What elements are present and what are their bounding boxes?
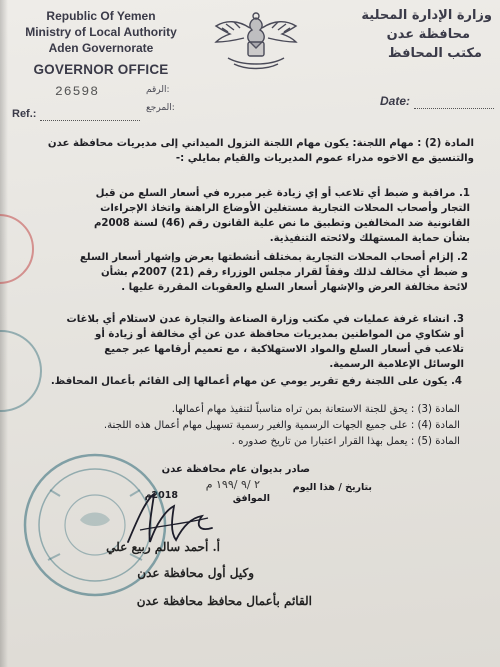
header-en-line1: Republic Of Yemen (46, 9, 156, 23)
header-ar-line3: مكتب المحافظ (388, 46, 482, 61)
ref-label: Ref.: (12, 108, 37, 120)
number-label-ar: الرقم: (146, 85, 170, 95)
header-en-line2: Ministry of Local Authority (25, 25, 177, 39)
item3-line2: أو شكاوي من المواطنين بمديريات محافظة عدن عن أي مخالفة أو زيادة أو (95, 329, 464, 340)
yemen-eagle-emblem-icon (208, 8, 304, 74)
header-en (16, 8, 186, 78)
article2-intro (34, 136, 474, 166)
header-en-office: GOVERNOR OFFICE (33, 62, 169, 77)
header-ar (361, 6, 492, 63)
signatory-title1: وكيل أول محافظة عدن (137, 566, 254, 580)
item1-line2: التجار وأصحاب المحلات التجارية مستغلين الأوضاع الراهنة واتخاذ الإجراءات (100, 203, 470, 214)
header-ar-line2: محافظة عدن (386, 27, 470, 42)
date-dotline (414, 108, 494, 109)
article2-intro-line1: المادة (2) : مهام اللجنة: يكون مهام اللجنة النزول الميداني إلى مديريات محافظة عدن (47, 138, 474, 149)
article2-item3 (34, 312, 464, 372)
issued-line1: صادر بديوان عام محافظة عدن (161, 464, 310, 475)
article2-item4: 4. يكون على اللجنة رفع تقرير يومي عن مهام أعمالها إلى القائم بأعمال المحافظ. (50, 376, 462, 387)
issued-day-label: بتاريخ / هذا اليوم (292, 482, 372, 493)
article2-item1 (40, 186, 470, 246)
item3-line3: تلاعب في أسعار السلع والمواد الاستهلاكية ، مع تعميم أرقامها عبر جميع (104, 344, 464, 355)
item3-line4: الوسائل الإعلامية الرسمية. (329, 359, 464, 370)
article4: المادة (4) : على جميع الجهات الرسمية والغير رسمية تسهيل مهام أعمال هذه اللجنة. (103, 420, 460, 431)
item2-line2: و ضبط أي مخالف لذلك وفقاً لقرار مجلس الوزراء رقم (21) 2007م بشأن (100, 267, 468, 278)
article3: المادة (3) : يحق للجنة الاستعانة بمن تراه مناسباً لتنفيذ مهام أعمالها. (171, 404, 460, 415)
item2-line1: 2. إلزام أصحاب المحلات التجارية بمختلف أنشطتها بعرض وإشهار أسعار السلع (79, 252, 468, 263)
ref-label-ar: المرجع: (146, 103, 175, 113)
ref-dotline (40, 120, 140, 121)
article2-intro-line2: والتنسيق مع الاخوه مدراء عموم المديريات والقيام بمايلي :- (175, 153, 474, 164)
header-ar-line1: وزارة الإدارة المحلية (361, 8, 492, 23)
issued-year: 2018م (144, 490, 178, 501)
item1-line1: 1. مراقبة و ضبط أي تلاعب أو إي زيادة غير مبرره في أسعار السلع من قبل (95, 188, 470, 199)
issued-hijri-label: الموافق (232, 493, 270, 504)
header-en-line3: Aden Governorate (48, 41, 154, 55)
signatory-name: أ. أحمد سالم ربيع علي (106, 540, 220, 554)
item1-line3: القانونية ضد المخالفين وتطبيق ما نص علية القانون رقم (46) لسنة 2008م (93, 218, 470, 229)
signatory-title2: القائم بأعمال محافظ محافظة عدن (136, 594, 312, 608)
article5: المادة (5) : يعمل بهذا القرار اعتبارا من تاريخ صدوره . (231, 436, 460, 447)
article2-item2 (38, 250, 468, 295)
date-label: Date: (380, 94, 411, 108)
item1-line4: بشأن حماية المستهلك ولائحته التنفيذية. (269, 233, 470, 244)
stamp-number: 26598 (55, 84, 100, 99)
item2-line3: لائحة مخالفة العرض والإشهار أسعار السلع والعقوبات المقررة عليها . (121, 282, 468, 293)
item3-line1: 3. انشاء غرفة عمليات في مكتب وزارة الصناعة والتجارة عدن لاستلام أي بلاغات (66, 314, 464, 325)
issued-date-handwritten: ٢ /٩ /١٩٩ م (205, 478, 260, 491)
